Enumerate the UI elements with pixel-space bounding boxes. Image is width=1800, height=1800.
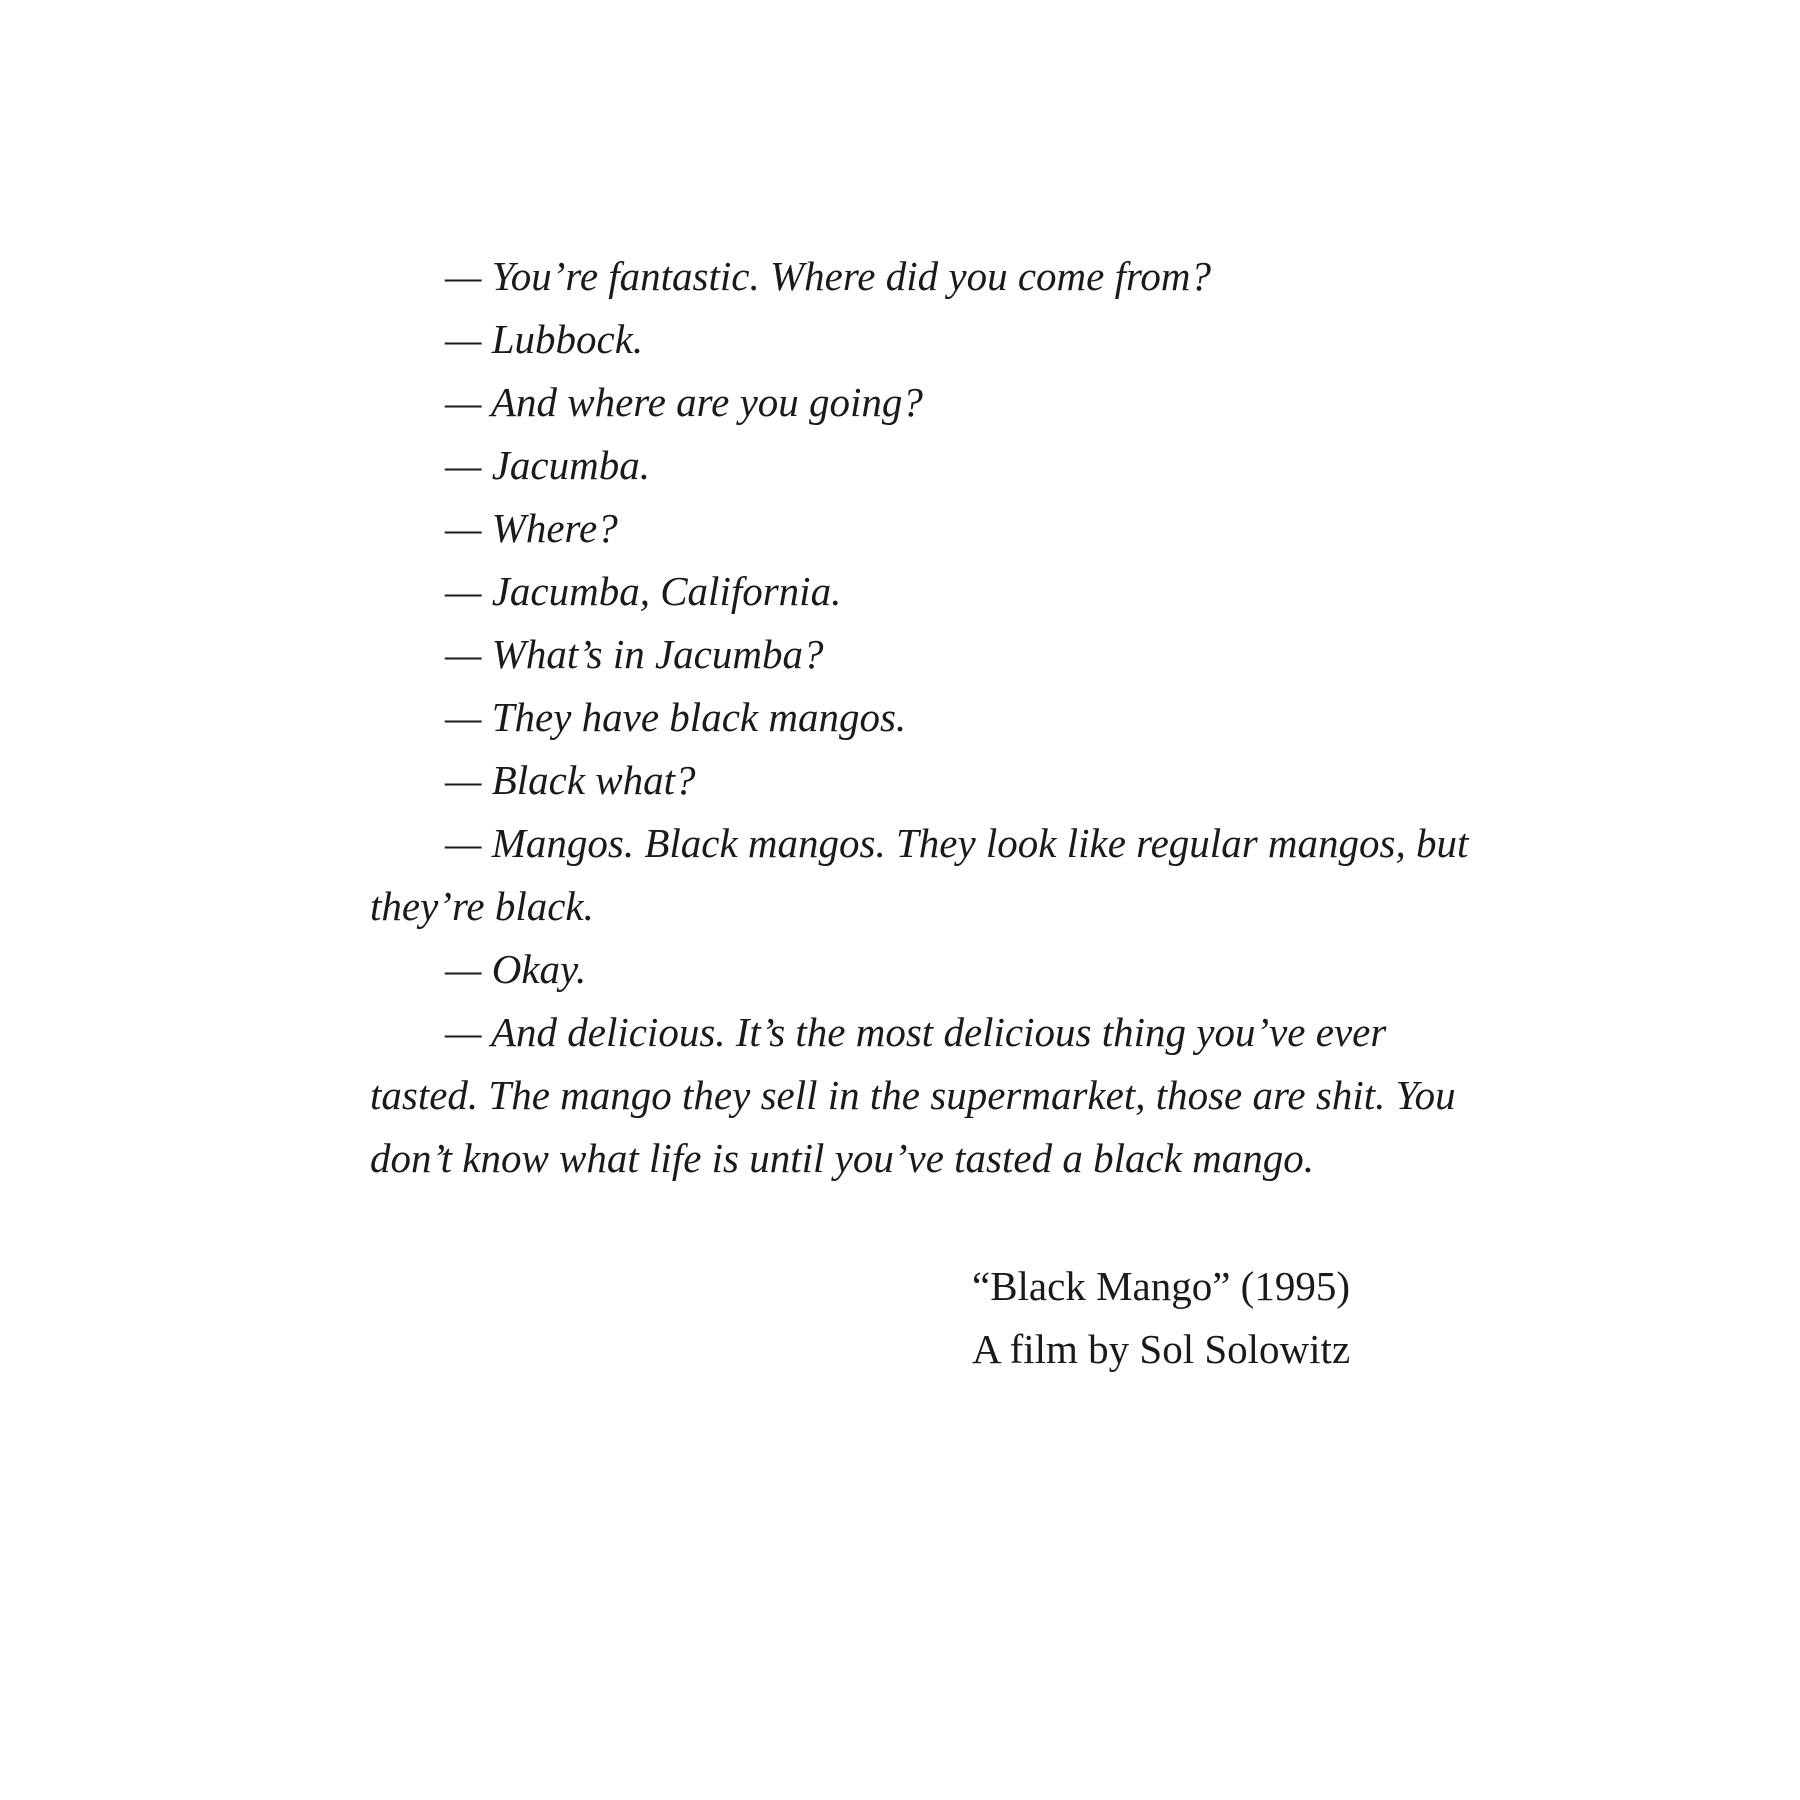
dialogue-line: — Jacumba. (445, 442, 650, 488)
dialogue-line: — And where are you going? (445, 379, 923, 425)
dialogue-block (370, 245, 1470, 1190)
dialogue-line: — Mangos. Black mangos. They look like regular mangos, but they’re black. (370, 820, 1469, 929)
film-byline: A film by Sol Solowitz (972, 1326, 1351, 1372)
dialogue-line: — They have black mangos. (445, 694, 907, 740)
dialogue-line: — Lubbock. (445, 316, 644, 362)
film-credit (972, 1255, 1350, 1381)
dialogue-line: — Black what? (445, 757, 696, 803)
film-title: “Black Mango” (1995) (972, 1263, 1350, 1309)
dialogue-line: — Okay. (445, 946, 587, 992)
dialogue-line: — What’s in Jacumba? (445, 631, 824, 677)
dialogue-line: — You’re fantastic. Where did you come from? (445, 253, 1212, 299)
dialogue-line: — Where? (445, 505, 618, 551)
dialogue-line: — And delicious. It’s the most delicious thing you’ve ever tasted. The mango they sell in the supermarket, those are shit. You don’t know what life is until you’ve tasted a black mango. (370, 1009, 1456, 1181)
dialogue-line: — Jacumba, California. (445, 568, 842, 614)
